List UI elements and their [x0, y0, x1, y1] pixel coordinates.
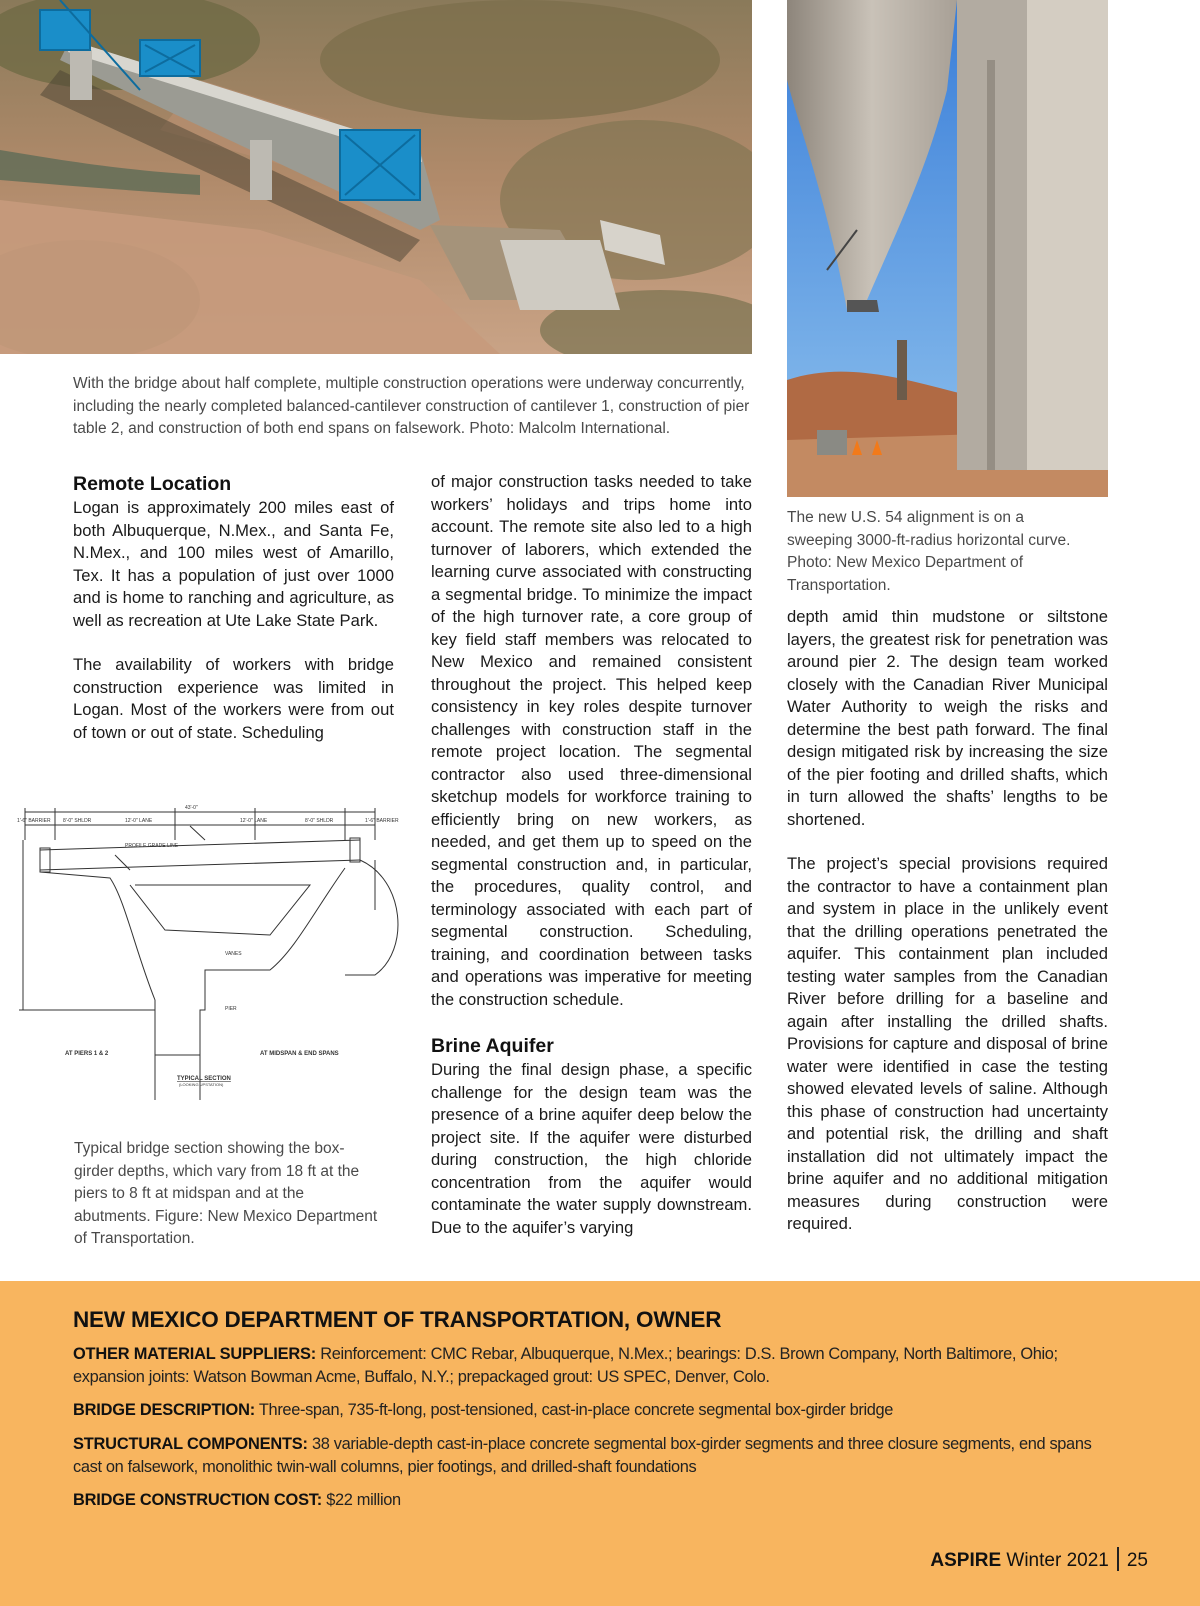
fact-construction-cost [73, 1489, 1118, 1512]
fact-other-material-suppliers [73, 1343, 1118, 1388]
typical-section-diagram [15, 800, 415, 1112]
fact-label: BRIDGE DESCRIPTION: [73, 1401, 255, 1419]
paragraph: The project’s special provisions required the contractor to have a containment plan and system in place in the unlikely event that the drilling operations penetrated the aquifer. This containment plan included testing water samples from the Canadian River before drilling for a baseline and again after installing the drilled shafts. Provisions for capture and disposal of brine water were identified in case the testing showed elevated levels of saline. Although this phase of construction had uncertainty and potential risk, the drilling and shaft installation did not ultimately impact the brine aquifer and no additional mitigation measures during construction were required. [787, 854, 1108, 1233]
dim-shldr-right: 8'-0" SHLDR [305, 818, 334, 824]
dim-overall-width: 43'-0" [185, 805, 198, 811]
paragraph: depth amid thin mudstone or siltstone layers, the greatest risk for penetration was around pier 2. The design team worked closely with the Canadian River Municipal Water Authority to weigh the risks and determine the best path forward. The final design mitigated risk by increasing the size of the pier footing and drilled shafts, which in turn allowed the shafts’ lengths to be shortened. [787, 607, 1108, 829]
label-typical-section: TYPICAL SECTION [177, 1076, 231, 1082]
dim-barrier-left: 1'-6" BARRIER [17, 818, 51, 824]
page-number: 25 [1126, 1550, 1148, 1571]
column-3 [787, 606, 1108, 1236]
paragraph: of major construction tasks needed to take workers’ holidays and trips home into account. The remote site also led to a high turnover of laborers, which extended the learning curve associated with constructing a segmental bridge. To minimize the impact of the high turnover rate, a core group of key field staff members was relocated to New Mexico and remained consistent throughout the project. This helped keep consistency in key roles despite turnover challenges with construction staff in the remote project location. The segmental contractor also used three-dimensional sketchup models for workforce training to efficiently bring on new workers, as needed, and get them up to speed on the segmental construction and, in particular, the procedures, quality control, and terminology associated with each part of segmental construction. Scheduling, training, and coordination between tasks and operations was imperative for meeting the construction schedule. [431, 472, 752, 1009]
label-vanes: VANES [225, 951, 242, 957]
footer-divider [1117, 1547, 1119, 1571]
section-heading-remote-location: Remote Location [73, 473, 232, 495]
facts-title: NEW MEXICO DEPARTMENT OF TRANSPORTATION, OWNER [73, 1307, 722, 1332]
label-profile-grade: PROFILE GRADE LINE [125, 843, 179, 849]
construction-aerial-photo [0, 0, 752, 354]
label-at-piers: AT PIERS 1 & 2 [65, 1051, 109, 1057]
bridge-underside-photo [787, 0, 1108, 497]
column-2 [431, 471, 752, 1239]
column-1 [73, 471, 394, 744]
box-girder-section-drawing [15, 800, 415, 1112]
fact-label: BRIDGE CONSTRUCTION COST: [73, 1491, 323, 1509]
fact-label: STRUCTURAL COMPONENTS: [73, 1435, 308, 1453]
fact-text: Three-span, 735-ft-long, post-tensioned, cast-in-place concrete segmental box-girder bridge [254, 1401, 894, 1419]
bridge-underside-illustration [787, 0, 1108, 497]
fact-text: $22 million [322, 1491, 401, 1509]
dim-shldr-left: 8'-0" SHLDR [63, 818, 92, 824]
label-looking-upstation: (LOOKING UPSTATION) [179, 1082, 224, 1087]
photo-caption-right: The new U.S. 54 alignment is on a sweeping 3000-ft-radius horizontal curve. Photo: New Mexico Department of Transportation. [787, 509, 1071, 594]
magazine-name: ASPIRE [930, 1550, 1002, 1571]
paragraph: During the final design phase, a specific challenge for the design team was the presence of a brine aquifer deep below the project site. If the aquifer were disturbed during construction, the high chloride concentration from the aquifer would contaminate the water supply downstream. Due to the aquifer’s varying [431, 1060, 752, 1237]
diagram-caption: Typical bridge section showing the box-girder depths, which vary from 18 ft at the piers to 8 ft at midspan and at the abutments. Figure: New Mexico Department of Transportation. [74, 1140, 378, 1247]
fact-text: Reinforcement: CMC Rebar, Albuquerque, N.Mex.; bearings: D.S. Brown Company, North Baltimore, Ohio; expansion joints: Watson Bowman Acme, Buffalo, N.Y.; prepackaged grout: US SPEC, Denver, Colo. [73, 1345, 1058, 1386]
fact-structural-components [73, 1433, 1118, 1478]
paragraph: Logan is approximately 200 miles east of both Albuquerque, N.Mex., and Santa Fe, N.Mex., and 100 miles west of Amarillo, Tex. It has a population of just over 1000 and is home to ranching and agriculture, as well as recreation at Ute Lake State Park. [73, 498, 394, 630]
construction-aerial-illustration [0, 0, 752, 354]
paragraph: The availability of workers with bridge construction experience was limited in Logan. Most of the workers were from out of town or out of state. Scheduling [73, 655, 394, 742]
label-at-midspan: AT MIDSPAN & END SPANS [260, 1051, 339, 1057]
fact-bridge-description [73, 1399, 1118, 1422]
section-heading-brine-aquifer: Brine Aquifer [431, 1035, 554, 1057]
photo-caption-left: With the bridge about half complete, multiple construction operations were underway concurrently, including the nearly completed balanced-cantilever construction of cantilever 1, construction of pier table 2, and construction of both end spans on falsework. Photo: Malcolm International. [73, 375, 750, 437]
fact-text: 38 variable-depth cast-in-place concrete segmental box-girder segments and three closure segments, end spans cast on falsework, monolithic twin-wall columns, pier footings, and drilled-shaft foundations [73, 1435, 1092, 1476]
issue-date: Winter 2021 [1001, 1550, 1109, 1571]
page-footer [930, 1547, 1148, 1572]
label-pier: PIER [225, 1006, 237, 1012]
dim-barrier-right: 1'-6" BARRIER [365, 818, 399, 824]
fact-label: OTHER MATERIAL SUPPLIERS: [73, 1345, 316, 1363]
dim-lane-left: 12'-0" LANE [125, 818, 153, 824]
dim-lane-right: 12'-0" LANE [240, 818, 268, 824]
